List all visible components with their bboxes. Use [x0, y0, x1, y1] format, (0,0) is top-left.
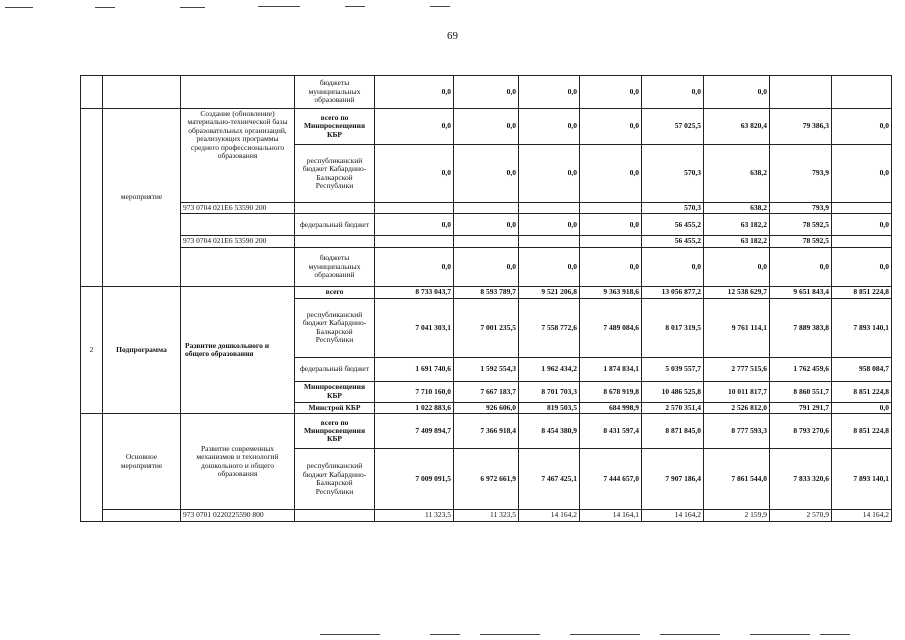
value-cell: 8 593 789,7 — [454, 286, 519, 298]
scan-artifact-line — [5, 7, 33, 8]
value-cell — [454, 236, 519, 247]
source-cell: республиканский бюджет Кабардино-Балкарской Республики — [295, 298, 375, 357]
item-type-cell — [103, 76, 181, 109]
value-cell: 0,0 — [375, 247, 454, 286]
value-cell: 0,0 — [454, 247, 519, 286]
value-cell: 9 363 918,6 — [580, 286, 642, 298]
value-cell: 0,0 — [704, 247, 770, 286]
value-cell — [580, 203, 642, 214]
value-cell: 2 159,9 — [704, 510, 770, 521]
source-cell: всего — [295, 286, 375, 298]
table-row — [81, 510, 892, 521]
value-cell: 8 851 224,8 — [832, 414, 892, 449]
value-cell: 8 678 919,8 — [580, 381, 642, 402]
table-row — [81, 76, 892, 109]
source-cell — [295, 203, 375, 214]
code-cell: 973 0704 021E6 53590 200 — [181, 236, 295, 247]
value-cell: 78 592,5 — [770, 236, 832, 247]
value-cell: 8 860 551,7 — [770, 381, 832, 402]
value-cell: 0,0 — [519, 145, 580, 203]
value-cell: 7 489 084,6 — [580, 298, 642, 357]
scan-artifact-line — [258, 6, 300, 7]
num-cell — [81, 109, 103, 287]
value-cell — [519, 236, 580, 247]
value-cell — [832, 76, 892, 109]
value-cell — [832, 236, 892, 247]
value-cell: 0,0 — [704, 76, 770, 109]
scan-artifact-line — [95, 7, 115, 8]
value-cell: 793,9 — [770, 145, 832, 203]
value-cell: 14 164,2 — [519, 510, 580, 521]
value-cell: 14 164,2 — [642, 510, 704, 521]
value-cell: 0,0 — [454, 109, 519, 145]
value-cell: 791 291,7 — [770, 402, 832, 413]
value-cell: 8 431 597,4 — [580, 414, 642, 449]
value-cell: 79 386,3 — [770, 109, 832, 145]
table-row — [81, 236, 892, 247]
source-cell: Минстрой КБР — [295, 402, 375, 413]
source-cell — [295, 236, 375, 247]
scan-artifact-line — [430, 634, 460, 635]
value-cell: 793,9 — [770, 203, 832, 214]
source-cell: бюджеты муниципальных образований — [295, 247, 375, 286]
value-cell: 926 606,0 — [454, 402, 519, 413]
source-cell — [295, 510, 375, 521]
value-cell: 1 592 554,3 — [454, 357, 519, 381]
value-cell — [375, 203, 454, 214]
value-cell: 8 777 593,3 — [704, 414, 770, 449]
value-cell: 0,0 — [454, 214, 519, 236]
value-cell: 684 998,9 — [580, 402, 642, 413]
value-cell: 0,0 — [580, 76, 642, 109]
value-cell: 0,0 — [454, 145, 519, 203]
value-cell: 570,3 — [642, 145, 704, 203]
name-cell: Развитие дошкольного и общего образования — [181, 286, 295, 413]
value-cell: 1 762 459,6 — [770, 357, 832, 381]
value-cell: 0,0 — [642, 76, 704, 109]
name-cell: Создание (обновление) материально-технической базы образовательных организаций, реализующих программы среднего профессионального образования — [181, 109, 295, 203]
value-cell: 0,0 — [832, 402, 892, 413]
scan-artifact-line — [430, 6, 450, 7]
scan-artifact-line — [660, 634, 720, 635]
value-cell: 7 409 894,7 — [375, 414, 454, 449]
value-cell: 6 972 661,9 — [454, 449, 519, 510]
value-cell: 0,0 — [375, 145, 454, 203]
value-cell: 0,0 — [375, 214, 454, 236]
value-cell: 57 025,5 — [642, 109, 704, 145]
value-cell: 8 851 224,8 — [832, 286, 892, 298]
table-row — [81, 203, 892, 214]
name-cell — [181, 214, 295, 236]
item-type-cell: мероприятие — [103, 109, 181, 287]
value-cell: 7 467 425,1 — [519, 449, 580, 510]
value-cell: 2 526 812,0 — [704, 402, 770, 413]
source-cell: республиканский бюджет Кабардино-Балкарской Республики — [295, 145, 375, 203]
value-cell: 0,0 — [832, 109, 892, 145]
value-cell: 8 017 319,5 — [642, 298, 704, 357]
page-number: 69 — [447, 30, 458, 42]
name-cell — [181, 247, 295, 286]
value-cell: 0,0 — [454, 76, 519, 109]
value-cell: 63 820,4 — [704, 109, 770, 145]
source-cell: федеральный бюджет — [295, 357, 375, 381]
value-cell: 0,0 — [832, 145, 892, 203]
value-cell: 8 871 845,0 — [642, 414, 704, 449]
budget-table — [80, 75, 892, 522]
name-cell — [181, 76, 295, 109]
value-cell: 8 701 703,3 — [519, 381, 580, 402]
value-cell: 0,0 — [580, 145, 642, 203]
value-cell — [580, 236, 642, 247]
table-row — [81, 414, 892, 449]
value-cell: 7 710 160,0 — [375, 381, 454, 402]
value-cell: 7 444 657,0 — [580, 449, 642, 510]
value-cell: 570,3 — [642, 203, 704, 214]
scan-artifact-line — [480, 634, 540, 635]
value-cell — [454, 203, 519, 214]
value-cell: 0,0 — [519, 247, 580, 286]
value-cell: 1 962 434,2 — [519, 357, 580, 381]
num-cell — [81, 414, 103, 521]
value-cell: 0,0 — [642, 247, 704, 286]
value-cell: 0,0 — [580, 247, 642, 286]
value-cell: 12 538 629,7 — [704, 286, 770, 298]
num-cell — [81, 76, 103, 109]
value-cell: 638,2 — [704, 203, 770, 214]
value-cell: 7 001 235,5 — [454, 298, 519, 357]
value-cell: 638,2 — [704, 145, 770, 203]
value-cell: 8 454 380,9 — [519, 414, 580, 449]
code-cell: 973 0704 021E6 53590 200 — [181, 203, 295, 214]
source-cell: Минпросвещения КБР — [295, 381, 375, 402]
source-cell: бюджеты муниципальных образований — [295, 76, 375, 109]
item-type-cell — [103, 510, 181, 521]
value-cell: 56 455,2 — [642, 214, 704, 236]
scan-artifact-line — [180, 7, 205, 8]
scan-artifact-line — [820, 634, 850, 635]
value-cell: 8 793 270,6 — [770, 414, 832, 449]
value-cell: 9 651 843,4 — [770, 286, 832, 298]
value-cell: 1 874 834,1 — [580, 357, 642, 381]
value-cell: 0,0 — [375, 76, 454, 109]
value-cell: 63 182,2 — [704, 214, 770, 236]
scan-artifact-line — [345, 6, 365, 7]
value-cell: 63 182,2 — [704, 236, 770, 247]
table-row — [81, 247, 892, 286]
value-cell: 8 851 224,8 — [832, 381, 892, 402]
value-cell: 7 833 320,6 — [770, 449, 832, 510]
value-cell: 7 893 140,1 — [832, 449, 892, 510]
value-cell: 8 733 043,7 — [375, 286, 454, 298]
value-cell: 1 691 740,6 — [375, 357, 454, 381]
value-cell: 10 011 817,7 — [704, 381, 770, 402]
value-cell: 14 164,1 — [580, 510, 642, 521]
value-cell — [832, 203, 892, 214]
item-type-cell: Подпрограмма — [103, 286, 181, 413]
value-cell — [375, 236, 454, 247]
value-cell: 0,0 — [832, 247, 892, 286]
scan-artifact-line — [750, 634, 810, 635]
value-cell: 0,0 — [519, 214, 580, 236]
value-cell: 9 521 206,8 — [519, 286, 580, 298]
value-cell: 78 592,5 — [770, 214, 832, 236]
value-cell: 0,0 — [832, 214, 892, 236]
scan-artifact-line — [570, 634, 640, 635]
value-cell: 7 009 091,5 — [375, 449, 454, 510]
value-cell: 7 861 544,0 — [704, 449, 770, 510]
value-cell: 7 667 183,7 — [454, 381, 519, 402]
value-cell: 10 486 525,8 — [642, 381, 704, 402]
source-cell: республиканский бюджет Кабардино-Балкарской Республики — [295, 449, 375, 510]
source-cell: всего по Минпросвещения КБР — [295, 414, 375, 449]
value-cell: 14 164,2 — [832, 510, 892, 521]
table-row — [81, 286, 892, 298]
value-cell — [519, 203, 580, 214]
num-cell: 2 — [81, 286, 103, 413]
value-cell: 7 041 303,1 — [375, 298, 454, 357]
value-cell: 56 455,2 — [642, 236, 704, 247]
value-cell: 0,0 — [519, 109, 580, 145]
value-cell: 1 022 883,6 — [375, 402, 454, 413]
value-cell: 11 323,5 — [454, 510, 519, 521]
item-type-cell: Основное мероприятие — [103, 414, 181, 510]
source-cell: всего по Минпросвещения КБР — [295, 109, 375, 145]
value-cell — [770, 76, 832, 109]
value-cell: 2 777 515,6 — [704, 357, 770, 381]
value-cell: 11 323,5 — [375, 510, 454, 521]
value-cell: 7 907 186,4 — [642, 449, 704, 510]
value-cell: 13 056 877,2 — [642, 286, 704, 298]
value-cell: 7 558 772,6 — [519, 298, 580, 357]
table-row — [81, 109, 892, 145]
value-cell: 2 570 351,4 — [642, 402, 704, 413]
code-cell: 973 0701 0220225590 800 — [181, 510, 295, 521]
value-cell: 9 761 114,1 — [704, 298, 770, 357]
value-cell: 0,0 — [580, 109, 642, 145]
value-cell: 5 039 557,7 — [642, 357, 704, 381]
value-cell: 0,0 — [519, 76, 580, 109]
name-cell: Развитие современных механизмов и технологий дошкольного и общего образования — [181, 414, 295, 510]
value-cell: 958 084,7 — [832, 357, 892, 381]
value-cell: 819 503,5 — [519, 402, 580, 413]
source-cell: федеральный бюджет — [295, 214, 375, 236]
value-cell: 0,0 — [770, 247, 832, 286]
value-cell: 7 366 918,4 — [454, 414, 519, 449]
value-cell: 0,0 — [375, 109, 454, 145]
value-cell: 2 570,9 — [770, 510, 832, 521]
value-cell: 7 889 383,8 — [770, 298, 832, 357]
scan-artifact-line — [320, 634, 380, 635]
value-cell: 0,0 — [580, 214, 642, 236]
table-row — [81, 214, 892, 236]
value-cell: 7 893 140,1 — [832, 298, 892, 357]
